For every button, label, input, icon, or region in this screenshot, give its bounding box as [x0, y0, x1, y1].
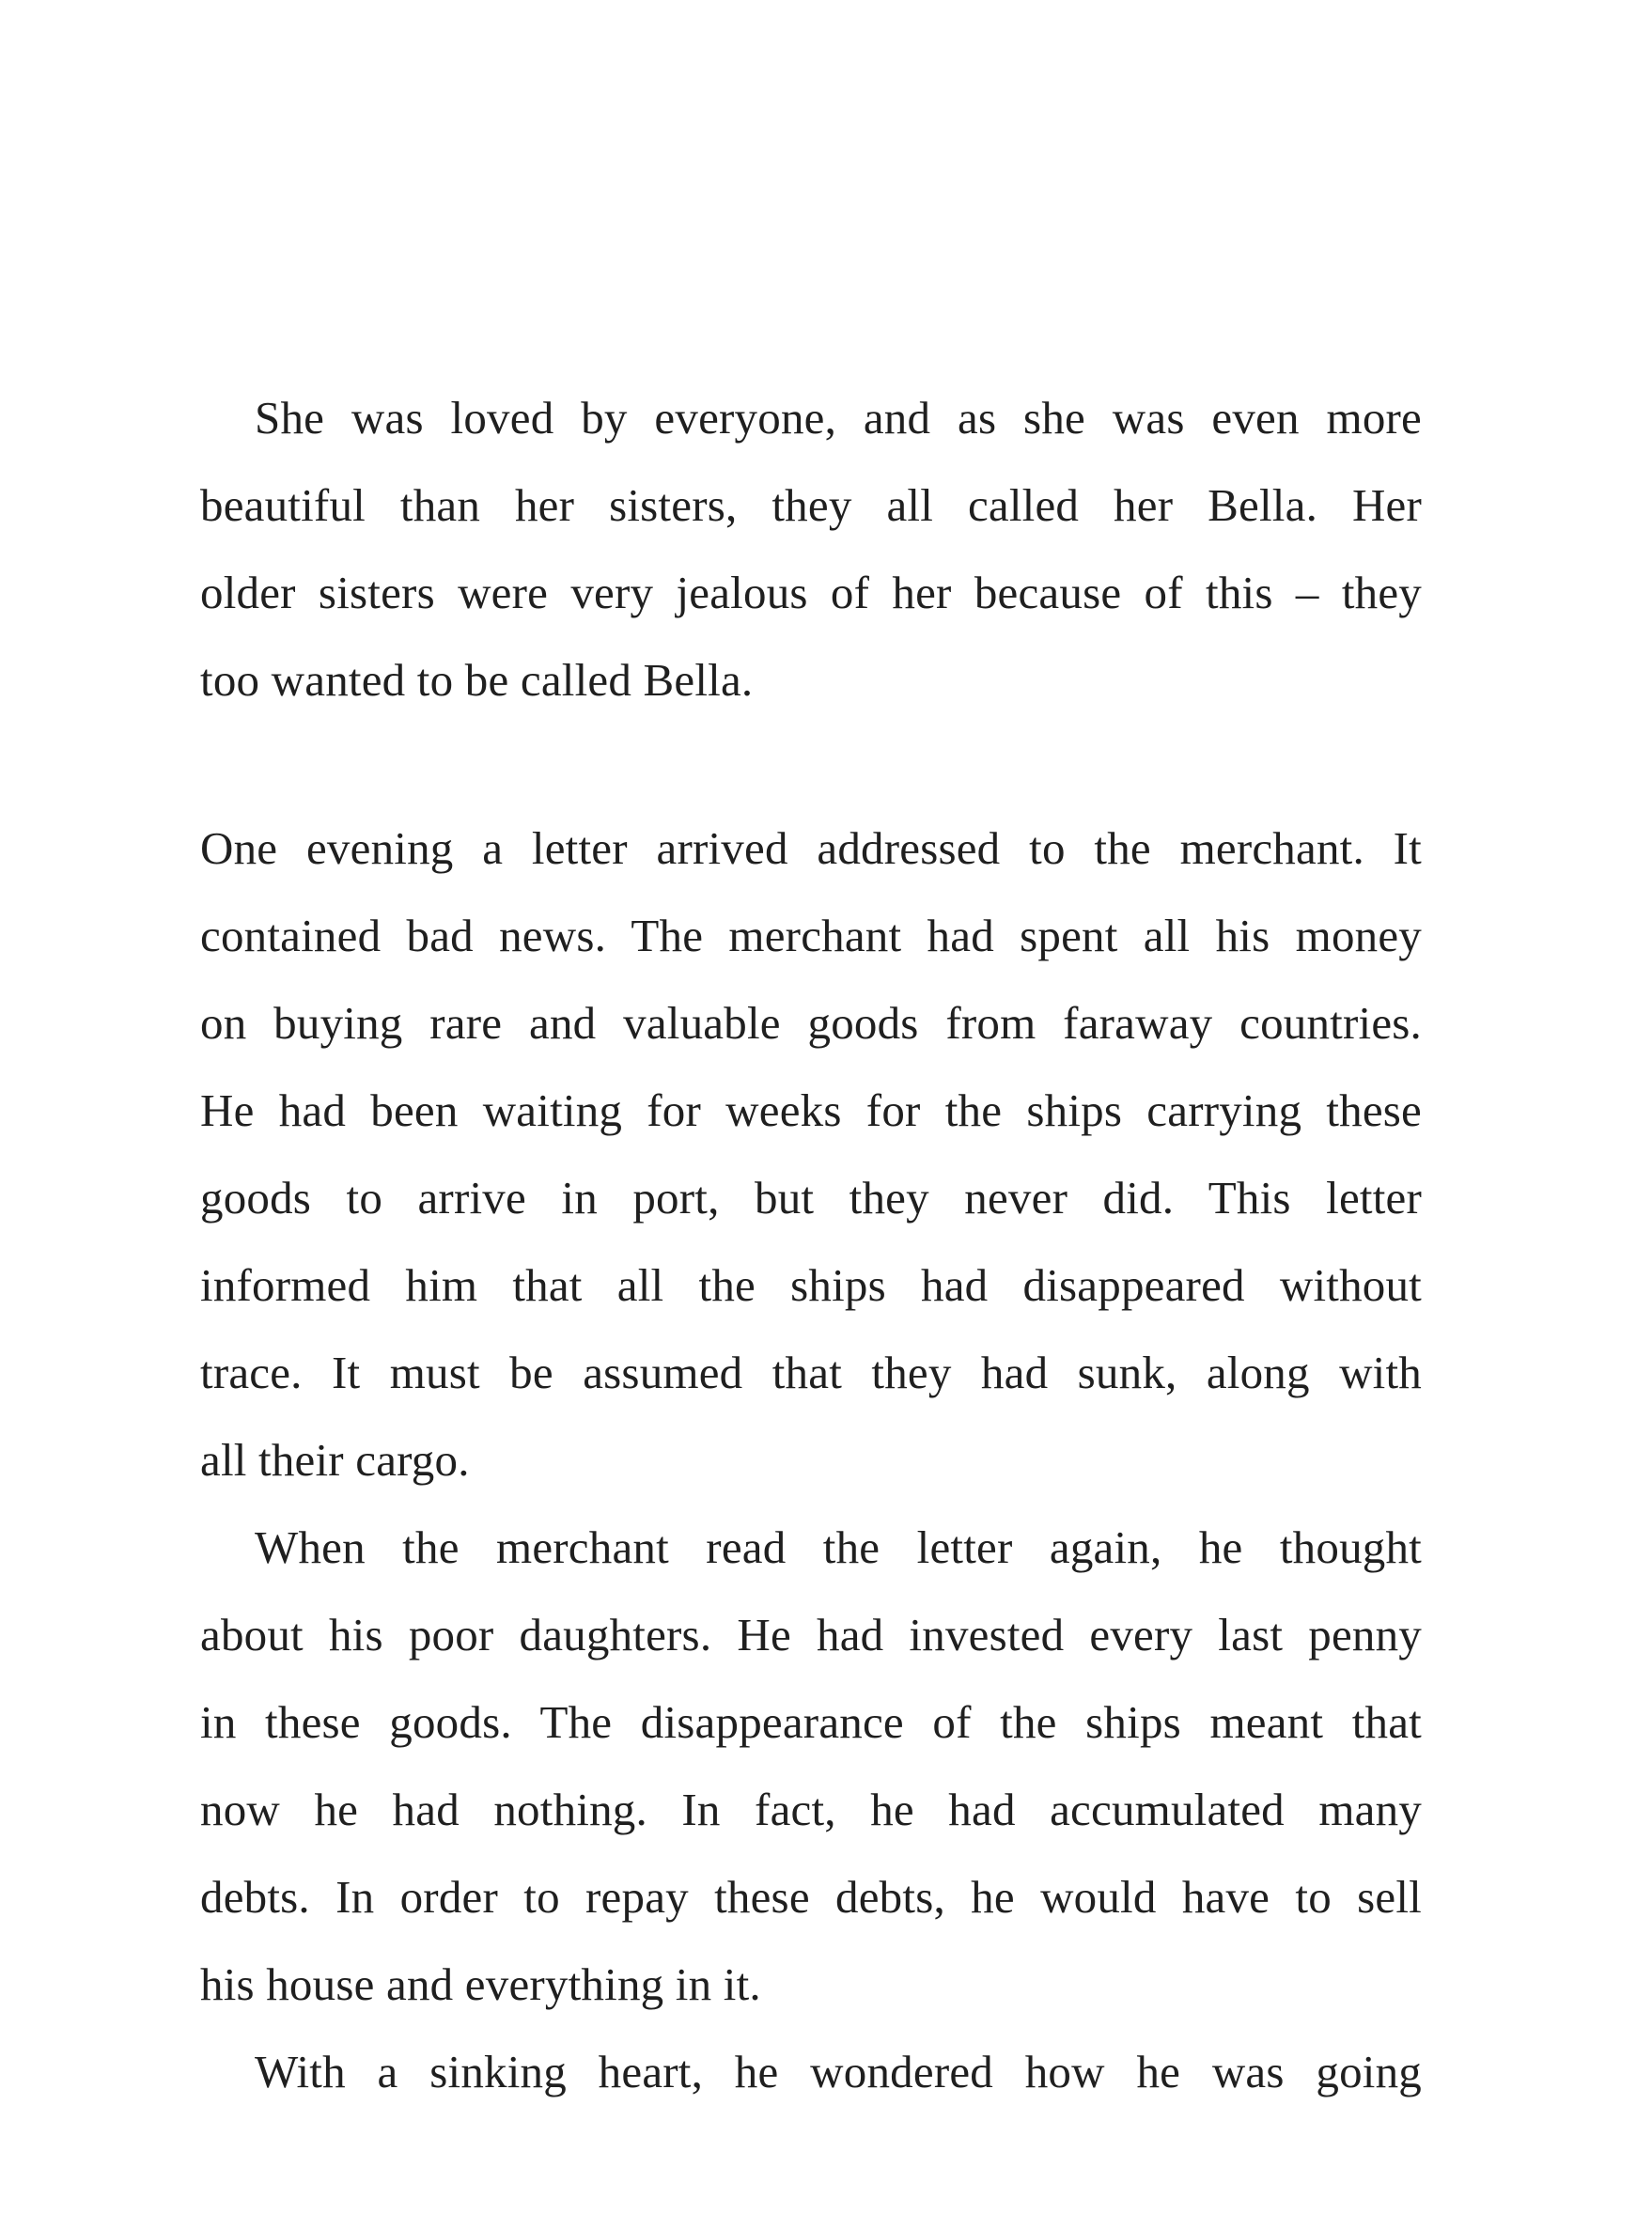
text-line: contained bad news. The merchant had spent all his money: [200, 910, 1422, 961]
text-line: With a sinking heart, he wondered how he was going: [255, 2046, 1422, 2097]
text-line: all their cargo.: [200, 1434, 470, 1486]
text-line: now he had nothing. In fact, he had accumulated many: [200, 1784, 1422, 1835]
text-line: too wanted to be called Bella.: [200, 654, 754, 706]
text-line: about his poor daughters. He had invested every last penny: [200, 1609, 1422, 1660]
paragraph-letter: [200, 804, 1422, 1504]
text-line: She was loved by everyone, and as she was even more: [255, 392, 1422, 444]
text-line: on buying rare and valuable goods from faraway countries.: [200, 997, 1422, 1049]
paragraph-sinking-heart: [200, 2028, 1422, 2115]
text-line: debts. In order to repay these debts, he would have to sell: [200, 1871, 1422, 1923]
text-line: his house and everything in it.: [200, 1958, 761, 2010]
text-line: older sisters were very jealous of her because of this – they: [200, 567, 1422, 618]
paragraph-bella: [200, 374, 1422, 724]
text-line: informed him that all the ships had disappeared without: [200, 1259, 1422, 1311]
text-line: goods to arrive in port, but they never did. This letter: [200, 1172, 1422, 1224]
section-letter: [200, 804, 1422, 2115]
text-line: When the merchant read the letter again, he thought: [255, 1521, 1422, 1573]
text-line: One evening a letter arrived addressed to the merchant. It: [200, 822, 1422, 874]
text-line: He had been waiting for weeks for the ships carrying these: [200, 1084, 1422, 1136]
text-line: trace. It must be assumed that they had sunk, along with: [200, 1347, 1422, 1398]
text-line: beautiful than her sisters, they all called her Bella. Her: [200, 479, 1422, 531]
paragraph-merchant-thoughts: [200, 1504, 1422, 2028]
text-line: in these goods. The disappearance of the ships meant that: [200, 1696, 1422, 1748]
